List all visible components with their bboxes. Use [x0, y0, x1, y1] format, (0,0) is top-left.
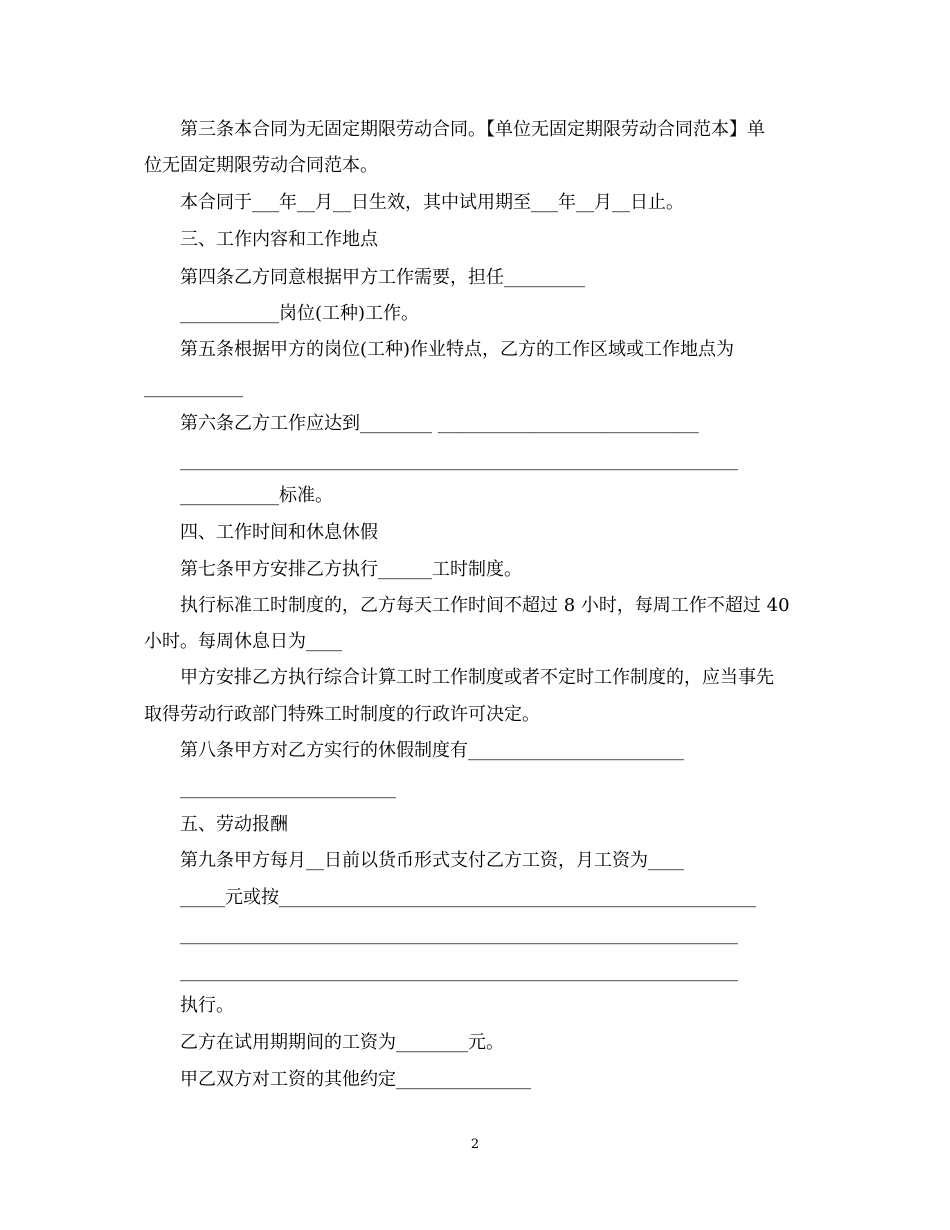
text-line: 第五条根据甲方的岗位(工种)作业特点，乙方的工作区域或工作地点为: [144, 339, 735, 360]
text-line: 第九条甲方每月__日前以货币形式支付乙方工资，月工资为____: [144, 850, 684, 871]
text-line: 执行。: [144, 995, 234, 1016]
text-line: 第八条甲方对乙方实行的休假制度有________________________: [144, 740, 684, 761]
text-line: 乙方在试用期期间的工资为________元。: [144, 1032, 504, 1053]
text-line: 第六条乙方工作应达到________ _____________________________: [144, 413, 699, 434]
text-line: ______________________________________________________________: [144, 961, 738, 982]
text-line: _____元或按_____________________________________________________: [144, 887, 756, 908]
text-line: 五、劳动报酬: [144, 814, 288, 835]
text-line: 执行标准工时制度的，乙方每天工作时间不超过 8 小时，每周工作不超过 40: [144, 595, 790, 616]
text-line: 第四条乙方同意根据甲方工作需要，担任_________: [144, 267, 585, 288]
text-line: 本合同于___年__月__日生效，其中试用期至___年__月__日止。: [144, 192, 684, 213]
text-line: 小时。每周休息日为____: [144, 631, 342, 652]
text-line: ___________岗位(工种)工作。: [144, 303, 420, 324]
text-line: ___________: [144, 377, 243, 398]
text-line: 四、工作时间和休息休假: [144, 522, 378, 543]
text-line: ___________标准。: [144, 485, 333, 506]
text-line: 第七条甲方安排乙方执行______工时制度。: [144, 559, 522, 580]
text-line: 位无固定期限劳动合同范本。: [144, 155, 378, 176]
text-line: 甲乙双方对工资的其他约定_______________: [144, 1069, 531, 1090]
text-line: 取得劳动行政部门特殊工时制度的行政许可决定。: [144, 704, 540, 725]
text-line: 第三条本合同为无固定期限劳动合同。【单位无固定期限劳动合同范本】单: [144, 119, 765, 140]
text-line: ________________________: [144, 778, 396, 799]
text-line: 三、工作内容和工作地点: [144, 229, 378, 250]
page-number: 2: [470, 1137, 480, 1152]
text-line: ______________________________________________________________: [144, 450, 738, 471]
text-line: ______________________________________________________________: [144, 924, 738, 945]
text-line: 甲方安排乙方执行综合计算工时工作制度或者不定时工作制度的，应当事先: [144, 667, 774, 688]
